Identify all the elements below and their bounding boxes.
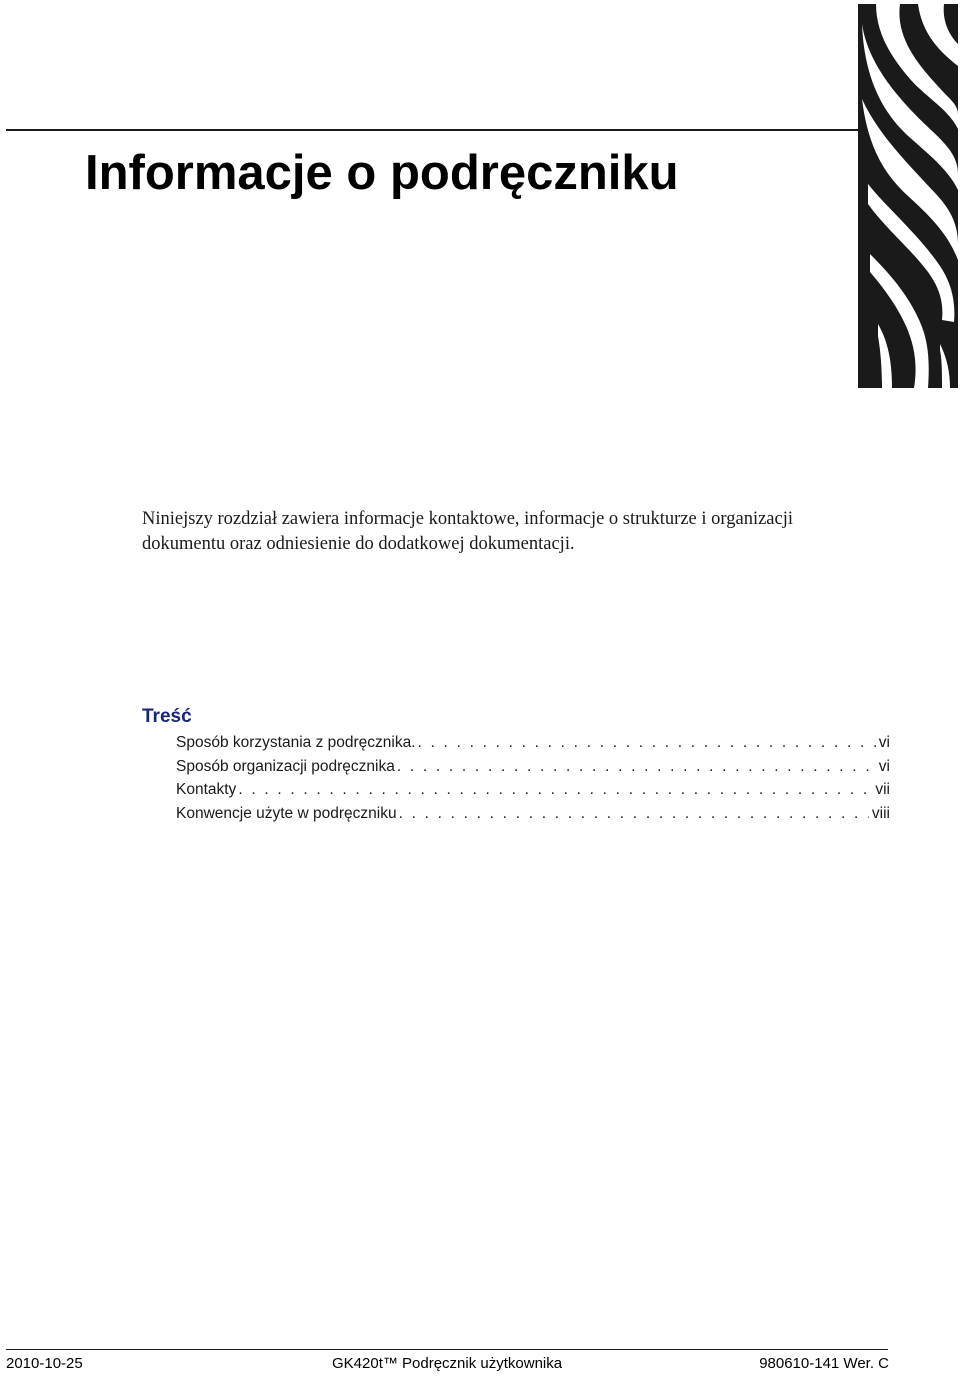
chapter-title: Informacje o podręczniku (85, 146, 679, 200)
toc-entry-sposob-organizacji[interactable] (176, 755, 890, 779)
toc-entry-konwencje[interactable] (176, 802, 890, 826)
toc-list (176, 731, 890, 825)
footer-part-number: 980610-141 Wer. C (759, 1355, 889, 1372)
toc-dot-leader (418, 731, 876, 755)
toc-dot-leader (397, 755, 876, 779)
toc-entry-title: Kontakty (176, 781, 237, 799)
zebra-stripes-logo (858, 4, 958, 388)
toc-dot-leader (399, 802, 869, 826)
toc-entry-page: vi (878, 757, 890, 775)
toc-dot-leader (238, 778, 872, 802)
header-rule (6, 129, 858, 131)
toc-entry-title: Sposób korzystania z podręcznika. (176, 734, 416, 751)
footer-date: 2010-10-25 (6, 1355, 83, 1372)
toc-entry-sposob-korzystania[interactable] (176, 731, 890, 755)
toc-entry-page: vii (875, 781, 890, 799)
toc-entry-title: Sposób organizacji podręcznika (176, 757, 395, 775)
toc-heading: Treść (142, 706, 192, 727)
toc-entry-page: viii (871, 804, 890, 822)
toc-entry-kontakty[interactable] (176, 778, 890, 802)
footer-product-title: GK420t™ Podręcznik użytkownika (332, 1355, 563, 1372)
toc-entry-title: Konwencje użyte w podręczniku (176, 804, 397, 822)
footer-rule (6, 1349, 888, 1350)
toc-entry-page: vi (878, 734, 890, 751)
intro-paragraph: Niniejszy rozdział zawiera informacje kontaktowe, informacje o strukturze i organizacji dokumentu oraz odniesienie do dodatkowej dokumentacji. (142, 509, 793, 554)
page-footer (6, 1354, 889, 1374)
